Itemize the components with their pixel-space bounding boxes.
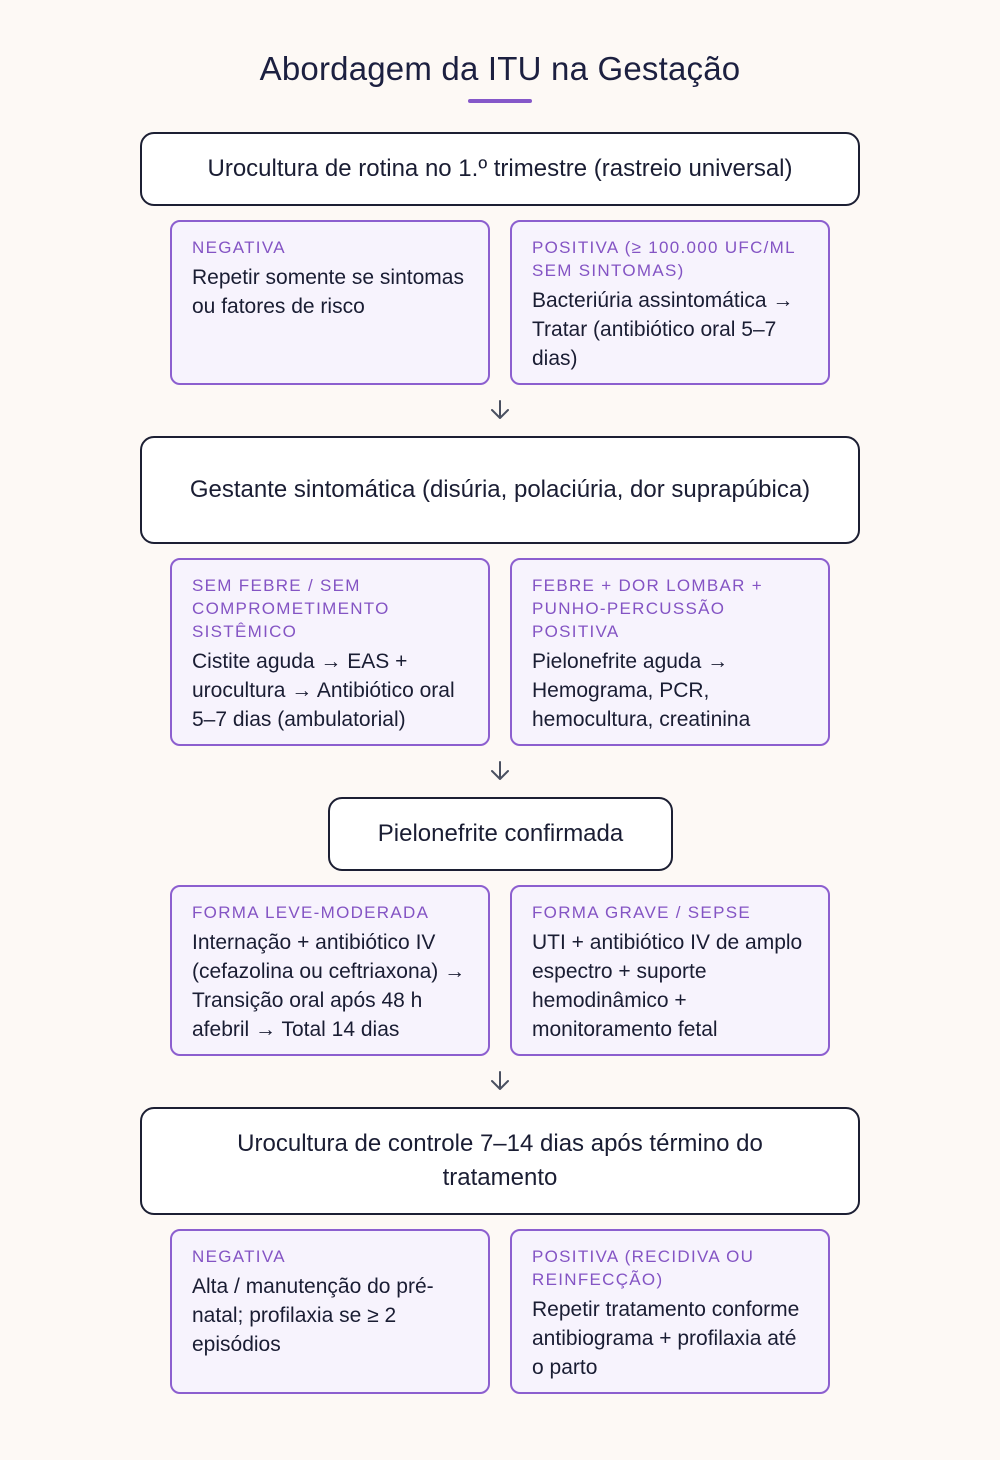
step4-negative-box [170, 1229, 490, 1394]
step1-negative-text: Repetir somente se sintomas ou fatores de risco [192, 266, 464, 318]
step3-severe-box [510, 885, 830, 1056]
step2-fever-text: Pielonefrite aguda → Hemograma, PCR, hemocultura, creatinina [532, 650, 751, 731]
step3-title: Pielonefrite confirmada [377, 820, 624, 847]
step1-negative-box [170, 220, 490, 385]
step3-severe-label: FORMA GRAVE / SEPSE [532, 903, 751, 922]
step4-positive-box [510, 1229, 830, 1394]
step4-positive-label: POSITIVA (RECIDIVA OU REINFECÇÃO) [532, 1247, 755, 1289]
step2-no-fever-box [170, 558, 490, 746]
step1-negative-label: NEGATIVA [192, 238, 286, 257]
step1-positive-label: POSITIVA (≥ 100.000 UFC/ML SEM SINTOMAS) [532, 238, 796, 280]
step3-severe-text: UTI + antibiótico IV de amplo espectro + suporte hemodinâmico + monitoramento fetal [532, 931, 803, 1041]
step2-title: Gestante sintomática (disúria, polaciúria, dor suprapúbica) [189, 476, 811, 503]
step4-title: Urocultura de controle 7–14 dias após término do tratamento [237, 1130, 763, 1191]
step2-fever-box [510, 558, 830, 746]
step2-no-fever-label: SEM FEBRE / SEM COMPROMETIMENTO SISTÊMICO [192, 576, 390, 641]
step1-positive-box [510, 220, 830, 385]
step1-title: Urocultura de rotina no 1.º trimestre (rastreio universal) [207, 155, 793, 182]
down-arrow-icon [487, 399, 513, 421]
step4-box [140, 1107, 860, 1215]
step2-no-fever-text: Cistite aguda → EAS + urocultura → Antibiótico oral 5–7 dias (ambulatorial) [192, 650, 455, 731]
title-underline [468, 99, 532, 103]
step4-negative-label: NEGATIVA [192, 1247, 286, 1266]
page-title: Abordagem da ITU na Gestação [259, 50, 741, 87]
down-arrow-icon [487, 760, 513, 782]
step4-positive-text: Repetir tratamento conforme antibiograma + profilaxia até o parto [532, 1298, 800, 1379]
step3-mild-text: Internação + antibiótico IV (cefazolina ou ceftriaxona) → Transição oral após 48 h afebril → Total 14 dias [192, 931, 466, 1041]
step4-negative-text: Alta / manutenção do pré-natal; profilaxia se ≥ 2 episódios [192, 1275, 434, 1356]
step3-mild-box [170, 885, 490, 1056]
step1-positive-text: Bacteriúria assintomática → Tratar (antibiótico oral 5–7 dias) [532, 289, 794, 370]
down-arrow-icon [487, 1070, 513, 1092]
step2-fever-label: FEBRE + DOR LOMBAR + PUNHO-PERCUSSÃO POSITIVA [532, 576, 763, 641]
step3-box [328, 797, 673, 871]
step1-box [140, 132, 860, 206]
step2-box [140, 436, 860, 544]
step3-mild-label: FORMA LEVE-MODERADA [192, 903, 430, 922]
